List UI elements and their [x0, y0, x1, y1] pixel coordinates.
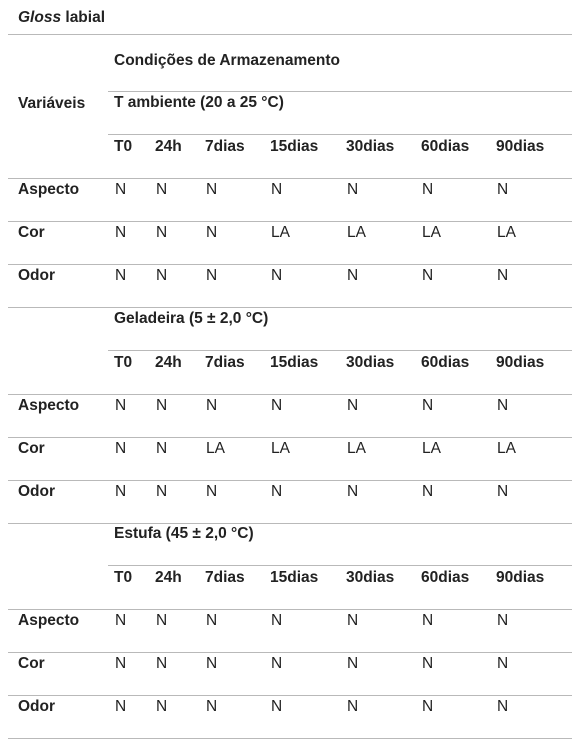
- table-cell: N: [156, 440, 168, 457]
- time-header: 24h: [155, 138, 182, 155]
- table-cell: N: [156, 397, 168, 414]
- time-header: 30dias: [346, 138, 395, 155]
- time-header: T0: [114, 569, 133, 586]
- table-cell: N: [497, 397, 509, 414]
- rule-under-times: [8, 394, 572, 395]
- row-label: Aspecto: [18, 612, 80, 629]
- time-header: 24h: [155, 354, 182, 371]
- table-cell: N: [115, 698, 127, 715]
- condition-label: Estufa (45 ± 2,0 °C): [114, 525, 254, 542]
- time-header: 7dias: [205, 138, 245, 155]
- rule-row: [8, 437, 572, 438]
- time-header: 90dias: [496, 354, 545, 371]
- row-label: Odor: [18, 698, 56, 715]
- time-header: 30dias: [346, 569, 395, 586]
- rule-row: [8, 523, 572, 524]
- table-cell: LA: [347, 224, 366, 241]
- rule-row: [8, 307, 572, 308]
- row-label: Odor: [18, 483, 56, 500]
- condition-label: Geladeira (5 ± 2,0 °C): [114, 310, 269, 327]
- table-cell: N: [206, 655, 218, 672]
- table-cell: N: [422, 181, 434, 198]
- rule-under-times: [8, 178, 572, 179]
- rule-row: [8, 738, 572, 739]
- table-cell: LA: [347, 440, 366, 457]
- table-cell: N: [115, 224, 127, 241]
- table-cell: N: [206, 181, 218, 198]
- table-cell: N: [497, 612, 509, 629]
- table-cell: N: [497, 267, 509, 284]
- table-cell: N: [156, 181, 168, 198]
- rule-under-condition: [108, 565, 572, 566]
- table-cell: N: [347, 483, 359, 500]
- table-cell: N: [156, 483, 168, 500]
- condition-label: T ambiente (20 a 25 °C): [114, 94, 284, 111]
- table-cell: N: [206, 267, 218, 284]
- time-header: 15dias: [270, 569, 319, 586]
- table-cell: LA: [206, 440, 225, 457]
- table-cell: N: [422, 655, 434, 672]
- rule-row: [8, 695, 572, 696]
- rule-under-condition: [108, 134, 572, 135]
- time-header: 30dias: [346, 354, 395, 371]
- table-cell: N: [271, 267, 283, 284]
- table-cell: N: [115, 267, 127, 284]
- time-header: 60dias: [421, 138, 470, 155]
- time-header: 90dias: [496, 569, 545, 586]
- table-title-italic: Gloss: [18, 9, 62, 26]
- table-cell: N: [206, 224, 218, 241]
- table-cell: N: [347, 267, 359, 284]
- table-cell: N: [347, 612, 359, 629]
- table-cell: N: [115, 655, 127, 672]
- time-header: 60dias: [421, 569, 470, 586]
- table-cell: N: [156, 655, 168, 672]
- table-cell: N: [347, 655, 359, 672]
- table-cell: N: [347, 181, 359, 198]
- table-title-rest: labial: [61, 9, 106, 26]
- table-cell: N: [115, 440, 127, 457]
- table-cell: LA: [422, 224, 441, 241]
- row-label: Cor: [18, 440, 45, 457]
- table-cell: N: [271, 483, 283, 500]
- table-cell: N: [271, 655, 283, 672]
- row-label: Cor: [18, 224, 45, 241]
- time-header: 15dias: [270, 354, 319, 371]
- table-cell: N: [271, 181, 283, 198]
- rule-under-times: [8, 609, 572, 610]
- rule-row: [8, 221, 572, 222]
- table-cell: N: [422, 267, 434, 284]
- table-cell: N: [206, 698, 218, 715]
- table-cell: N: [271, 612, 283, 629]
- rule-row: [8, 264, 572, 265]
- rule-under-condition: [108, 350, 572, 351]
- table-cell: N: [497, 698, 509, 715]
- table-cell: N: [497, 655, 509, 672]
- time-header: T0: [114, 138, 133, 155]
- table-cell: LA: [422, 440, 441, 457]
- table-cell: N: [422, 612, 434, 629]
- time-header: 7dias: [205, 569, 245, 586]
- group-label: Condições de Armazenamento: [114, 52, 340, 69]
- table-cell: LA: [497, 224, 516, 241]
- table-cell: N: [206, 612, 218, 629]
- table-cell: N: [271, 698, 283, 715]
- rule-row: [8, 480, 572, 481]
- table-cell: N: [156, 612, 168, 629]
- table-cell: N: [115, 483, 127, 500]
- time-header: 90dias: [496, 138, 545, 155]
- table-cell: N: [115, 397, 127, 414]
- table-cell: N: [206, 483, 218, 500]
- time-header: 15dias: [270, 138, 319, 155]
- row-label: Cor: [18, 655, 45, 672]
- table-cell: N: [422, 397, 434, 414]
- rule-row: [8, 652, 572, 653]
- time-header: T0: [114, 354, 133, 371]
- table-cell: N: [347, 698, 359, 715]
- table-cell: N: [271, 397, 283, 414]
- table-title: [18, 7, 105, 29]
- time-header: 7dias: [205, 354, 245, 371]
- variables-label: Variáveis: [18, 95, 86, 112]
- table-cell: N: [206, 397, 218, 414]
- table-cell: N: [115, 612, 127, 629]
- table-cell: N: [497, 483, 509, 500]
- table-cell: N: [156, 224, 168, 241]
- table-cell: N: [347, 397, 359, 414]
- row-label: Aspecto: [18, 397, 80, 414]
- table-cell: N: [115, 181, 127, 198]
- table-cell: LA: [271, 224, 290, 241]
- table-cell: N: [422, 698, 434, 715]
- table-cell: N: [156, 698, 168, 715]
- row-label: Aspecto: [18, 181, 80, 198]
- table-cell: N: [422, 483, 434, 500]
- time-header: 24h: [155, 569, 182, 586]
- table-cell: N: [497, 181, 509, 198]
- table-cell: N: [156, 267, 168, 284]
- row-label: Odor: [18, 267, 56, 284]
- table-cell: LA: [271, 440, 290, 457]
- table-cell: LA: [497, 440, 516, 457]
- time-header: 60dias: [421, 354, 470, 371]
- rule-top: [8, 34, 572, 35]
